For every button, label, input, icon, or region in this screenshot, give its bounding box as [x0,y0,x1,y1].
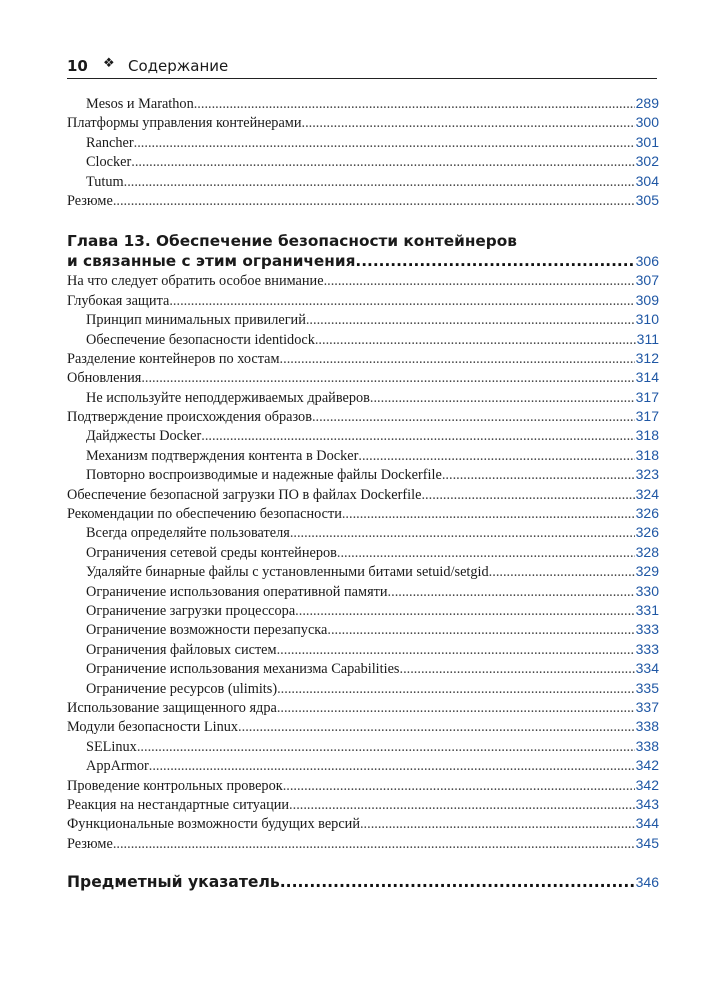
toc-entry-label: Повторно воспроизводимые и надежные файлы Dockerfile [86,467,442,484]
toc-entry[interactable] [67,776,659,795]
toc-entry-label: Ограничения сетевой среды контейнеров [86,544,337,561]
toc-entry-label: Проведение контрольных проверок [67,777,283,794]
index-entry-row[interactable] [67,870,659,894]
toc-entry-label: На что следует обратить особое внимание [67,273,324,290]
toc-entry[interactable] [67,717,659,736]
toc-entry-page[interactable]: 312 [635,349,659,366]
toc-entry-page[interactable]: 318 [635,427,659,444]
toc-entry[interactable] [67,407,659,426]
dot-leader [400,660,635,679]
dot-leader [194,95,635,114]
toc-entry-label: Дайджесты Docker [86,428,202,445]
toc-entry[interactable] [67,271,659,290]
toc-entry-page[interactable]: 337 [635,698,659,715]
toc-entry-label: Rancher [86,134,134,151]
dot-leader [324,272,635,291]
table-of-contents [67,94,659,894]
dot-leader [421,486,634,505]
toc-entry-page[interactable]: 335 [635,679,659,696]
toc-entry-page[interactable]: 302 [635,153,659,170]
toc-entry-page[interactable]: 328 [635,543,659,560]
dot-leader [113,835,635,854]
toc-entry-page[interactable]: 323 [635,466,659,483]
toc-entry[interactable] [67,756,659,775]
toc-entry[interactable] [67,388,659,407]
toc-entry-page[interactable]: 305 [635,191,659,208]
toc-entry[interactable] [67,310,659,329]
toc-entry-label: Реакция на нестандартные ситуации [67,796,290,813]
dot-leader [337,544,635,563]
toc-entry-page[interactable]: 342 [635,776,659,793]
chapter-title-line2-row[interactable] [67,251,659,271]
toc-entry-page[interactable]: 309 [635,291,659,308]
toc-entry-page[interactable]: 314 [635,369,659,386]
dot-leader [289,796,635,815]
toc-entry-page[interactable]: 343 [635,795,659,812]
toc-entry-page[interactable]: 307 [635,272,659,289]
toc-entry-page[interactable]: 289 [635,95,659,111]
dot-leader [442,466,635,485]
toc-entry-label: Механизм подтверждения контента в Docker [86,447,359,464]
dot-leader [280,870,635,894]
pre-entries-list [67,94,659,210]
toc-entry[interactable] [67,601,659,620]
toc-entry[interactable] [67,620,659,639]
toc-entry[interactable] [67,562,659,581]
dot-leader [489,563,635,582]
toc-entry-page[interactable]: 324 [635,485,659,502]
toc-entry-label: Функциональные возможности будущих версий [67,816,360,833]
toc-entry-label: Всегда определяйте пользователя [86,525,290,542]
toc-entry-label: Платформы управления контейнерами [67,115,302,132]
toc-entry[interactable] [67,834,659,853]
toc-entry-page[interactable]: 311 [636,330,659,347]
toc-entry-page[interactable]: 344 [635,815,659,832]
toc-entry-page[interactable]: 317 [635,408,659,425]
toc-entry[interactable] [67,659,659,678]
dot-leader [277,699,635,718]
dot-leader [315,331,636,350]
toc-entry[interactable] [67,679,659,698]
dot-leader [238,718,635,737]
toc-entry-page[interactable]: 310 [635,311,659,328]
dot-leader [295,602,634,621]
chapter-title-line2: и связанные с этим ограничения [67,252,356,271]
toc-entry-page[interactable]: 326 [635,505,659,522]
dot-leader [360,815,635,834]
toc-entry-label: SELinux [86,738,137,755]
dot-leader [137,738,635,757]
toc-entry[interactable] [67,465,659,484]
index-entry-page[interactable]: 346 [635,874,659,891]
toc-entry-label: Mesos и Marathon [86,96,194,112]
toc-entry-label: Принцип минимальных привилегий [86,312,306,329]
index-entry[interactable] [67,870,659,894]
page-number: 10 [67,57,88,75]
toc-entry-label: Глубокая защита [67,292,170,309]
toc-entry[interactable] [67,152,659,171]
toc-entry-label: Ограничение использования оперативной памяти [86,583,388,600]
toc-entry[interactable] [67,133,659,152]
dot-leader [355,251,634,271]
toc-entry-label: AppArmor [86,758,149,775]
toc-entry-label: Рекомендации по обеспечению безопасности [67,506,342,523]
ornament-icon: ❖ [103,56,115,71]
chapter-heading[interactable] [67,231,659,271]
chapter-entries-list [67,271,659,853]
toc-entry-label: Модули безопасности Linux [67,719,239,736]
toc-entry-label: Обеспечение безопасности identidock [86,331,315,348]
dot-leader [370,389,635,408]
dot-leader [169,292,634,311]
toc-entry[interactable] [67,349,659,368]
toc-entry[interactable] [67,814,659,833]
dot-leader [141,369,634,388]
toc-entry-label: Ограничение ресурсов (ulimits) [86,680,278,697]
dot-leader [124,173,635,192]
toc-entry-label: Ограничение возможности перезапуска [86,622,328,639]
toc-entry-page[interactable]: 318 [635,446,659,463]
dot-leader [134,134,635,153]
toc-entry[interactable] [67,172,659,191]
toc-entry-page[interactable]: 301 [635,133,659,150]
toc-entry-label: Обеспечение безопасной загрузки ПО в файлах Dockerfile [67,486,422,503]
toc-entry[interactable] [67,191,659,210]
toc-entry-label: Удаляйте бинарные файлы с установленными битами setuid/setgid [86,564,489,581]
toc-entry-label: Подтверждение происхождения образов [67,409,312,426]
dot-leader [327,621,634,640]
dot-leader [277,680,635,699]
running-title: Содержание [128,57,229,75]
toc-entry[interactable] [67,543,659,562]
chapter-page-number[interactable]: 306 [635,253,659,270]
toc-entry-page[interactable]: 333 [635,621,659,638]
dot-leader [201,427,634,446]
toc-entry-label: Использование защищенного ядра [67,699,277,716]
dot-leader [283,777,635,796]
toc-entry-page[interactable]: 300 [635,114,659,131]
toc-entry-page[interactable]: 333 [635,640,659,657]
dot-leader [131,153,634,172]
dot-leader [280,350,635,369]
dot-leader [358,447,634,466]
toc-entry-label: Резюме [67,192,113,209]
dot-leader [388,583,635,602]
dot-leader [302,114,635,133]
toc-entry[interactable] [67,698,659,717]
toc-entry[interactable] [67,523,659,542]
toc-entry-label: Ограничения файловых систем [86,641,277,658]
toc-entry-page[interactable]: 330 [635,582,659,599]
index-entry-label: Предметный указатель [67,873,280,892]
toc-entry[interactable] [67,582,659,601]
toc-entry-label: Ограничение загрузки процессора [86,602,296,619]
toc-entry[interactable] [67,737,659,756]
toc-entry-label: Ограничение использования механизма Capabilities [86,661,400,678]
toc-entry[interactable] [67,446,659,465]
toc-entry[interactable] [67,504,659,523]
toc-entry-label: Clocker [86,154,132,171]
toc-entry[interactable] [67,291,659,310]
dot-leader [342,505,635,524]
toc-entry[interactable] [67,94,659,113]
toc-entry[interactable] [67,113,659,132]
dot-leader [277,641,635,660]
toc-entry[interactable] [67,426,659,445]
toc-entry-label: Разделение контейнеров по хостам [67,350,280,367]
toc-entry-label: Tutum [86,173,124,190]
toc-entry-page[interactable]: 331 [635,601,659,618]
toc-entry-page[interactable]: 338 [635,737,659,754]
toc-entry[interactable] [67,485,659,504]
toc-entry-label: Обновления [67,370,142,387]
toc-entry-page[interactable]: 338 [635,718,659,735]
toc-entry-page[interactable]: 329 [635,563,659,580]
running-header [67,52,657,79]
dot-leader [113,192,635,211]
toc-entry-page[interactable]: 317 [635,388,659,405]
toc-entry-page[interactable]: 304 [635,172,659,189]
toc-entry[interactable] [67,368,659,387]
dot-leader [290,524,635,543]
toc-entry-page[interactable]: 334 [635,660,659,677]
toc-entry-page[interactable]: 326 [635,524,659,541]
toc-entry-page[interactable]: 342 [635,757,659,774]
toc-entry-page[interactable]: 345 [635,834,659,851]
toc-entry[interactable] [67,330,659,349]
toc-entry[interactable] [67,640,659,659]
toc-entry[interactable] [67,795,659,814]
dot-leader [312,408,635,427]
dot-leader [149,757,635,776]
chapter-title-line1: Глава 13. Обеспечение безопасности контейнеров [67,232,517,251]
toc-entry-label: Не используйте неподдерживаемых драйверов [86,389,370,406]
dot-leader [306,311,635,330]
toc-entry-label: Резюме [67,835,113,852]
